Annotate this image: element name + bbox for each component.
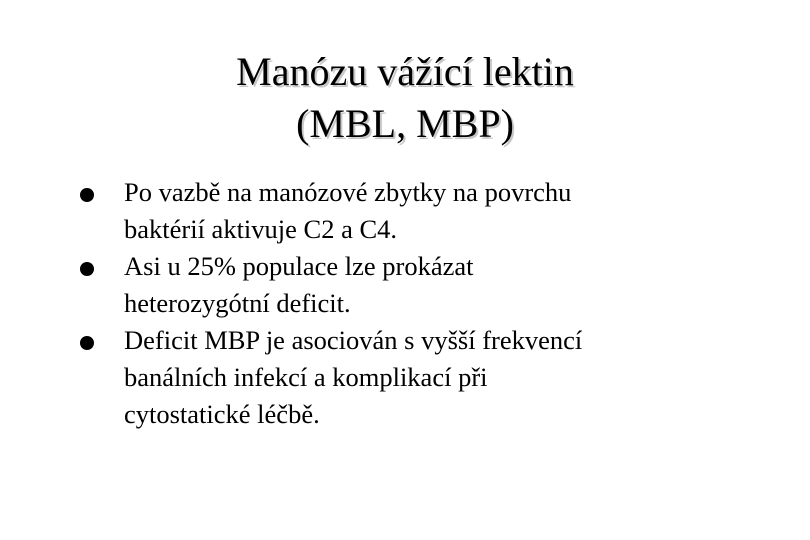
bullet-3-line-2: banálních infekcí a komplikací při (124, 362, 488, 392)
bullet-item-2 (80, 248, 760, 322)
bullet-dot-icon (80, 336, 94, 350)
bullet-dot-icon (80, 188, 94, 202)
bullet-2-line-1: Asi u 25% populace lze prokázat (124, 251, 474, 281)
title-line-2: (MBL, MBP) (296, 101, 514, 146)
bullet-item-1 (80, 174, 760, 248)
title-line-1: Manózu vážící lektin (236, 49, 574, 94)
bullet-item-3 (80, 322, 760, 433)
bullet-1-line-1: Po vazbě na manózové zbytky na povrchu (124, 177, 572, 207)
slide-title (0, 46, 810, 150)
bullet-3-line-3: cytostatické léčbě. (124, 399, 320, 429)
bullet-dot-icon (80, 262, 94, 276)
bullet-2-line-2: heterozygótní deficit. (124, 288, 351, 318)
bullet-1-line-2: baktérií aktivuje C2 a C4. (124, 214, 398, 244)
bullet-3-line-1: Deficit MBP je asociován s vyšší frekvencí (124, 325, 583, 355)
bullet-list (80, 174, 760, 433)
